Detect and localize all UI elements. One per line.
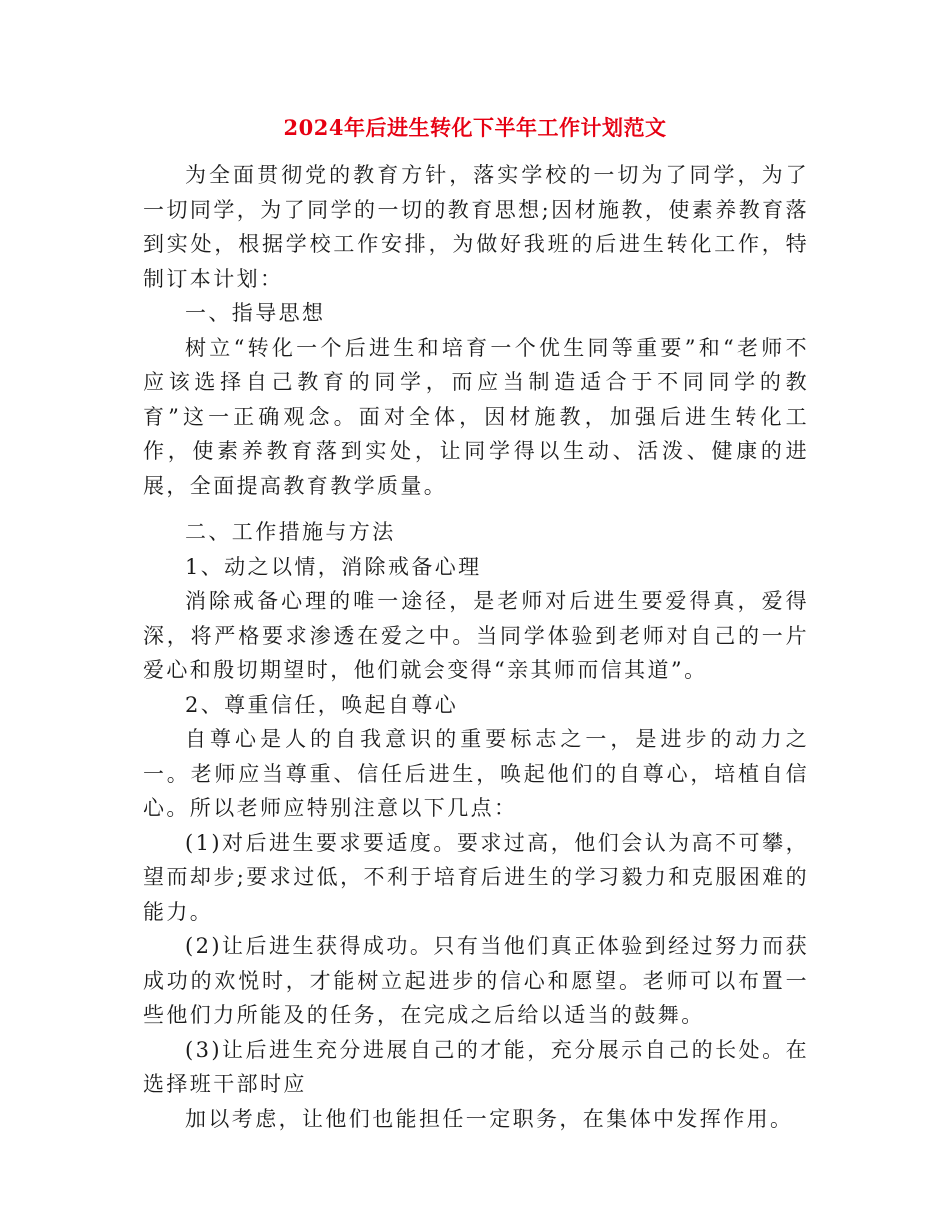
paragraph-guiding-thought: 树立“转化一个后进生和培育一个优生同等重要”和“老师不应该选择自己教育的同学，而应当制造适合于不同同学的教育”这一正确观念。面对全体，因材施教，加强后进生转化工作，使素养教育落到实处，让同学得以生动、活泼、健康的进展，全面提高教育教学质量。 [143,335,809,498]
paragraph-intro: 为全面贯彻党的教育方针，落实学校的一切为了同学，为了一切同学，为了同学的一切的教育思想;因材施教，使素养教育落到实处，根据学校工作安排，为做好我班的后进生转化工作，特制订本计划： [143,163,809,291]
section-heading-guiding-thought: 一、指导思想 [185,301,326,325]
subheading-emotion: 1、动之以情，消除戒备心理 [185,554,482,579]
paragraph-emotion: 消除戒备心理的唯一途径，是老师对后进生要爱得真，爱得深，将严格要求渗透在爱之中。当同学体验到老师对自己的一片爱心和殷切期望时，他们就会变得“亲其师而信其道”。 [143,589,809,682]
paragraph-continuation: 加以考虑，让他们也能担任一定职务，在集体中发挥作用。 [185,1106,794,1131]
subheading-respect: 2、尊重信任，唤起自尊心 [185,692,459,717]
paragraph-respect: 自尊心是人的自我意识的重要标志之一，是进步的动力之一。老师应当尊重、信任后进生，唤起他们的自尊心，培植自信心。所以老师应特别注意以下几点： [143,727,809,820]
document-body [143,158,809,1136]
list-item-2: (2)让后进生获得成功。只有当他们真正体验到经过努力而获成功的欢悦时，才能树立起进步的信心和愿望。老师可以布置一些他们力所能及的任务，在完成之后给以适当的鼓舞。 [143,934,809,1027]
list-item-1: (1)对后进生要求要适度。要求过高，他们会认为高不可攀，望而却步;要求过低，不利于培育后进生的学习毅力和克服困难的能力。 [143,830,809,924]
list-item-3: (3)让后进生充分进展自己的才能，充分展示自己的长处。在选择班干部时应 [143,1037,809,1096]
section-heading-measures: 二、工作措施与方法 [185,520,396,544]
document-title: 2024年后进生转化下半年工作计划范文 [283,115,667,140]
